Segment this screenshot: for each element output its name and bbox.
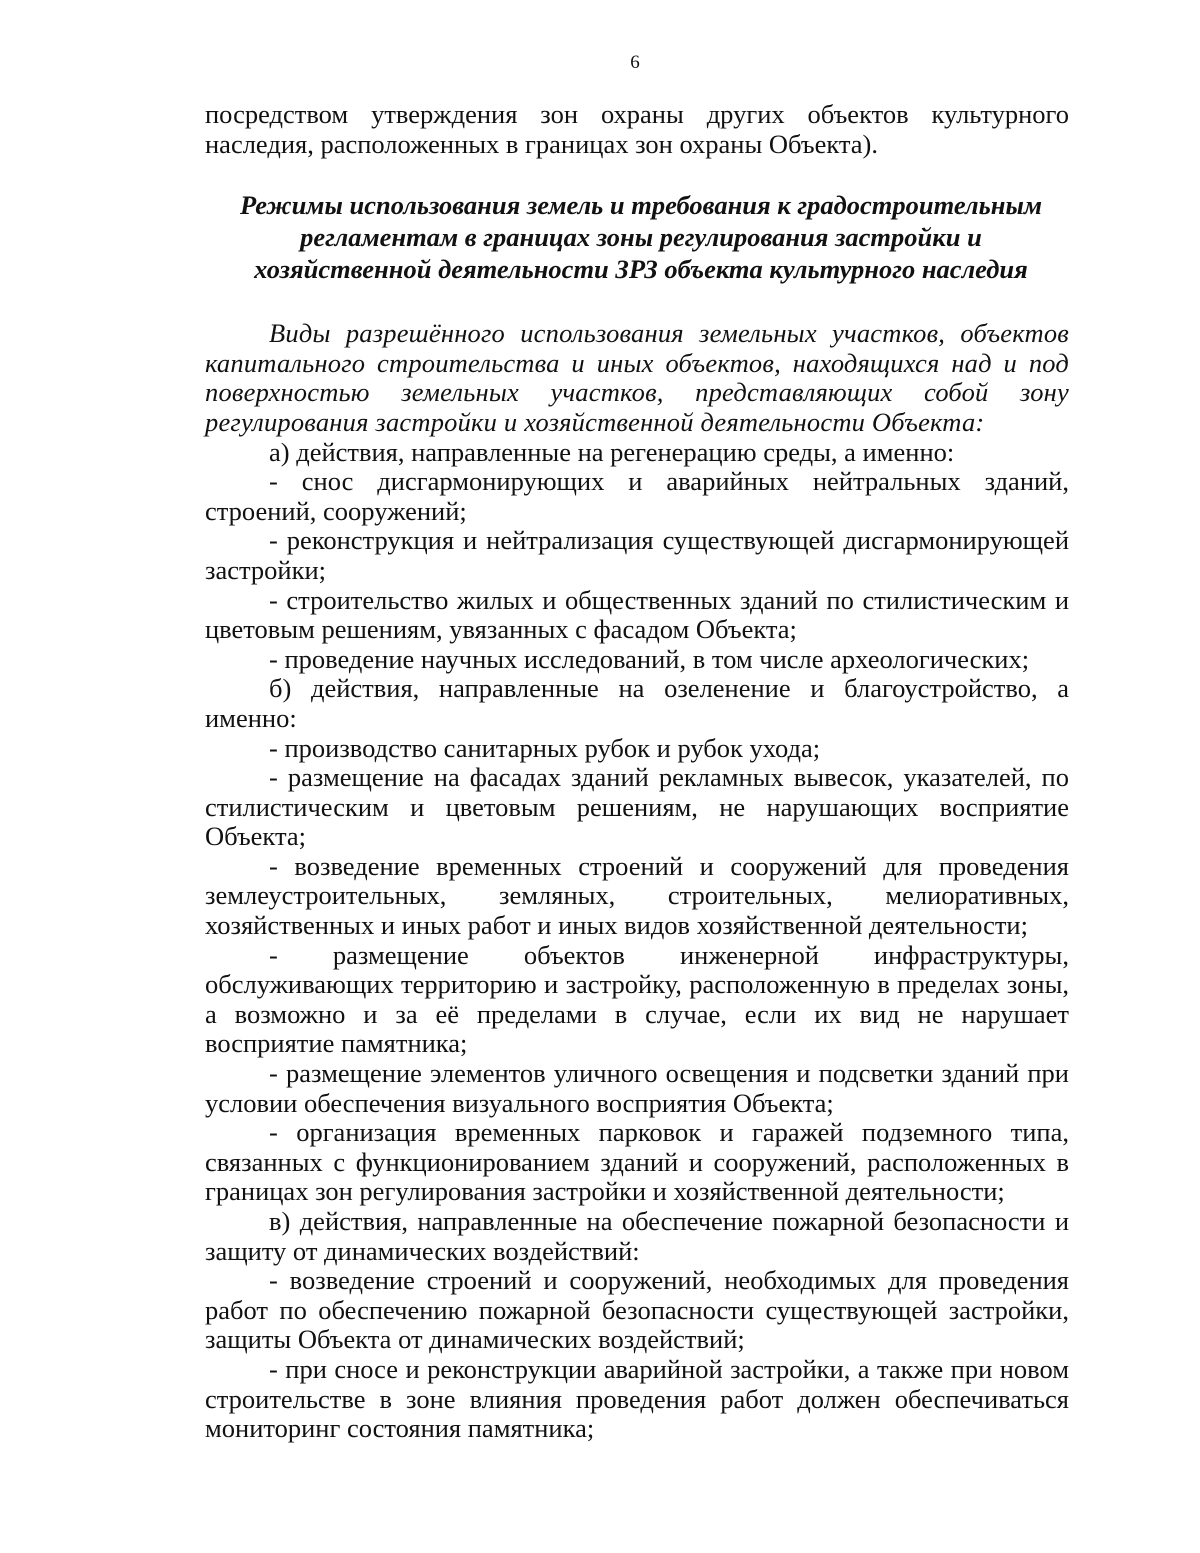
list-item: - возведение строений и сооружений, необходимых для проведения работ по обеспечению пожарной безопасности существующей застройки, защиты Объекта от динамических воздействий; (205, 1265, 1069, 1355)
list-item: а) действия, направленные на регенерацию среды, а именно: (269, 436, 955, 467)
intro-paragraph: Виды разрешённого использования земельных участков, объектов капитального строительства и иных объектов, находящихся над и под поверхностью земельных участков, представляющих собой зону регулирования застройки и хозяйственной деятельности Объекта: (205, 318, 1069, 437)
list-item: - при сносе и реконструкции аварийной застройки, а также при новом строительстве в зоне влияния проведения работ должен обеспечиваться мониторинг состояния памятника; (205, 1353, 1069, 1444)
list-item: - реконструкция и нейтрализация существующей дисгармонирующей застройки; (205, 525, 1069, 585)
document-body (205, 100, 1069, 1444)
list-item: - организация временных парковок и гаражей подземного типа, связанных с функционированием зданий и сооружений, расположенных в границах зон регулирования застройки и хозяйственной деятельности; (205, 1117, 1069, 1207)
list-item: в) действия, направленные на обеспечение пожарной безопасности и защиту от динамических воздействий: (205, 1206, 1069, 1266)
list-item: - проведение научных исследований, в том числе археологических; (269, 643, 1030, 674)
list-item: - производство санитарных рубок и рубок ухода; (269, 732, 821, 763)
list-item: - возведение временных строений и сооружений для проведения землеустроительных, земляных, строительных, мелиоративных, хозяйственных и иных работ и иных видов хозяйственной деятельности; (205, 850, 1069, 941)
section-heading: Режимы использования земель и требования к градостроительным регламентам в границах зоны регулирования застройки и хозяйственной деятельности ЗРЗ объекта культурного наследия (240, 190, 1042, 285)
list-item: - размещение на фасадах зданий рекламных вывесок, указателей, по стилистическим и цветовым решениям, не нарушающих восприятие Объекта; (205, 762, 1069, 852)
page-number: 6 (630, 52, 640, 73)
list-item: - строительство жилых и общественных зданий по стилистическим и цветовым решениям, увязанных с фасадом Объекта; (205, 584, 1069, 645)
list-item: - снос дисгармонирующих и аварийных нейтральных зданий, строений, сооружений; (205, 466, 1069, 526)
list-item: б) действия, направленные на озеленение и благоустройство, а именно: (205, 673, 1069, 733)
opening-paragraph: посредством утверждения зон охраны других объектов культурного наследия, расположенных в границах зон охраны Объекта). (205, 99, 1069, 159)
list-item: - размещение элементов уличного освещения и подсветки зданий при условии обеспечения визуального восприятия Объекта; (205, 1058, 1069, 1118)
list-item: - размещение объектов инженерной инфраструктуры, обслуживающих территорию и застройку, расположенную в пределах зоны, а возможно и за её пределами в случае, если их вид не нарушает восприятие памятника; (205, 939, 1069, 1059)
